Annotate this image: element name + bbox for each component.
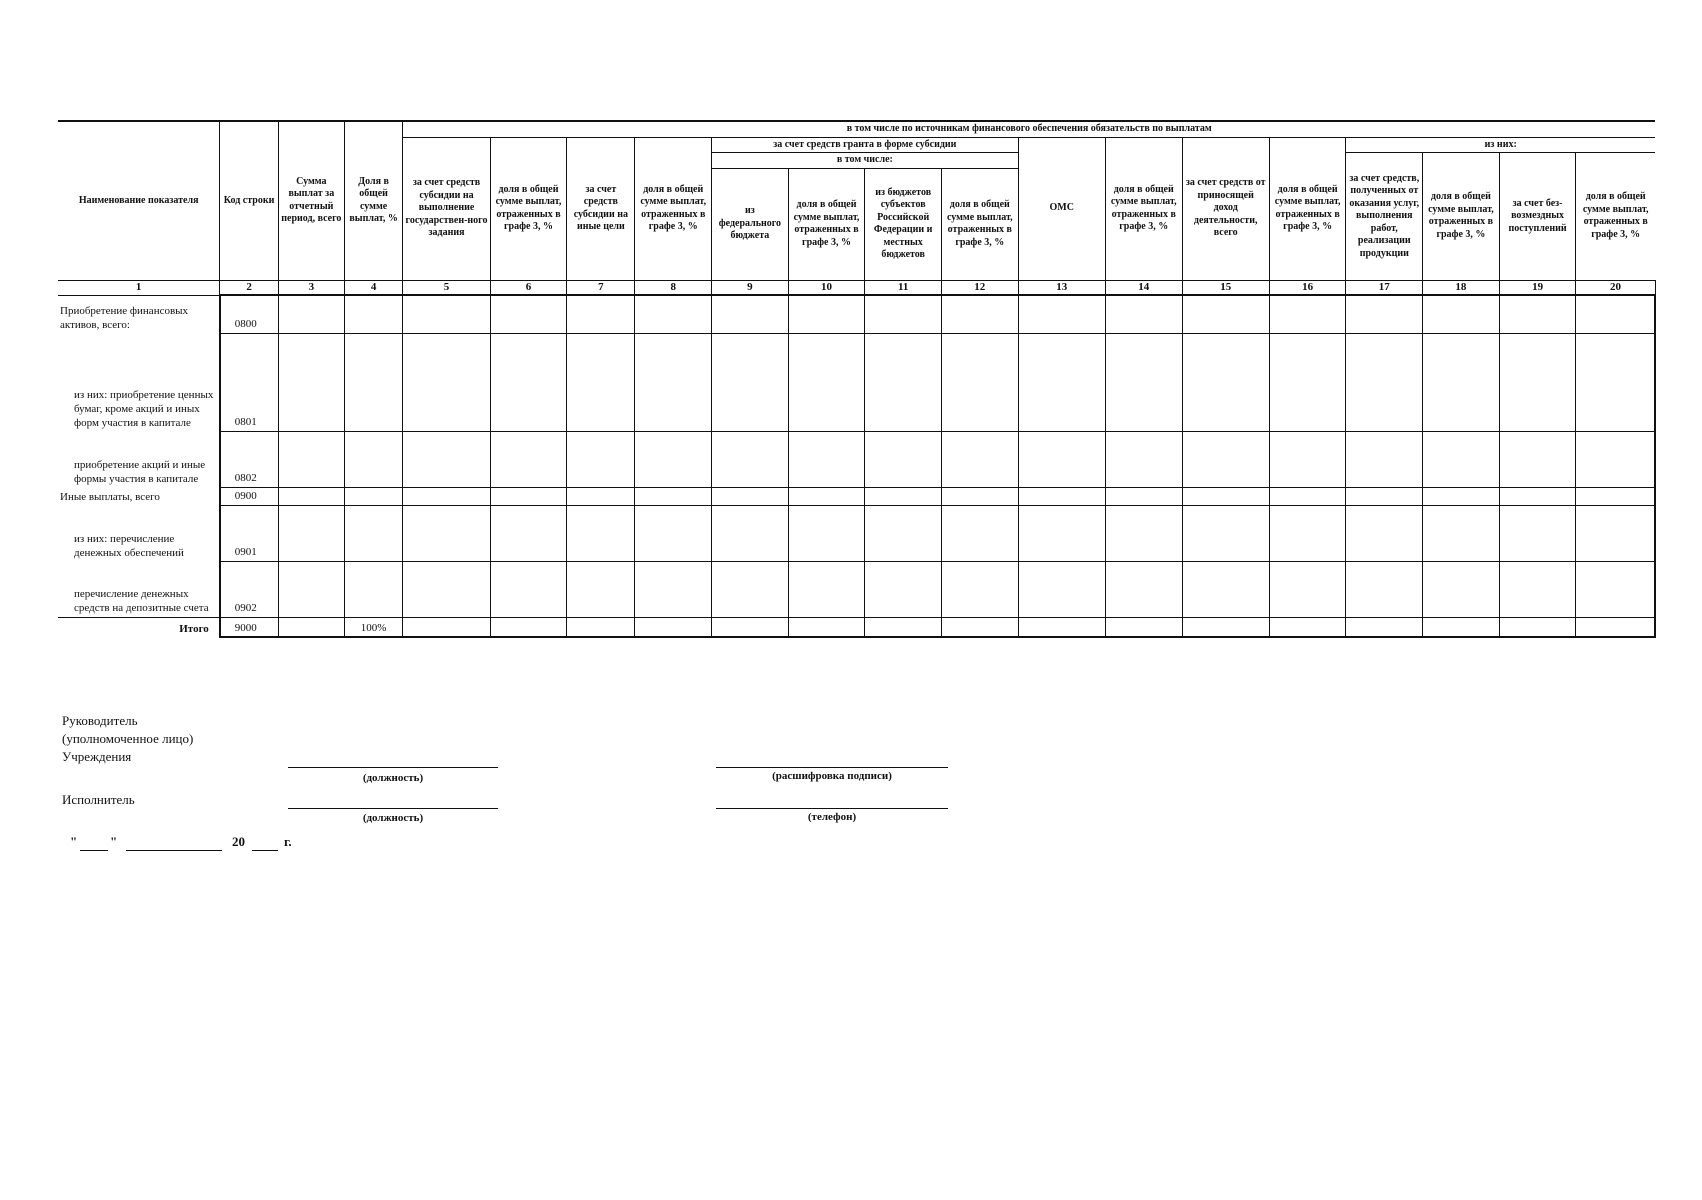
row-code: 0900 (220, 487, 279, 505)
row-value-cell[interactable] (403, 487, 490, 505)
column-number: 9 (712, 280, 789, 295)
column-number: 15 (1182, 280, 1269, 295)
row-value-cell[interactable] (278, 333, 344, 431)
row-value-cell[interactable] (1346, 431, 1423, 487)
row-value-cell[interactable] (1576, 505, 1655, 561)
total-code: 9000 (220, 617, 279, 637)
row-value-cell[interactable] (788, 333, 865, 431)
row-value-cell[interactable] (1182, 487, 1269, 505)
row-value-cell[interactable] (1499, 487, 1576, 505)
column-number: 5 (403, 280, 490, 295)
row-value-cell[interactable] (1499, 295, 1576, 333)
executor-phone-caption: (телефон) (807, 811, 857, 823)
header-income: за счет средств от приносящей доход деятельности, всего (1182, 137, 1269, 280)
header-share-12: доля в общей сумме выплат, отраженных в графе 3, % (941, 168, 1018, 280)
header-sum: Сумма выплат за отчетный период, всего (278, 121, 344, 280)
row-value-cell[interactable] (490, 295, 567, 333)
date-open-quote: " (70, 834, 78, 849)
column-number: 7 (567, 280, 635, 295)
row-value-cell[interactable] (403, 333, 490, 431)
row-value-cell[interactable] (1423, 295, 1500, 333)
header-other-subsidy: за счет средств субсидии на иные цели (567, 137, 635, 280)
executor-phone-line[interactable] (716, 808, 948, 809)
row-value-cell[interactable] (1576, 295, 1655, 333)
signature-head-block (62, 712, 193, 766)
row-value-cell[interactable] (1423, 431, 1500, 487)
row-value-cell[interactable] (635, 333, 712, 431)
row-value-cell[interactable] (278, 487, 344, 505)
column-number: 12 (941, 280, 1018, 295)
row-code: 0801 (220, 333, 279, 431)
table-row (58, 333, 1655, 431)
row-share-cell[interactable] (344, 561, 403, 617)
row-value-cell[interactable] (865, 333, 942, 431)
column-number: 10 (788, 280, 865, 295)
date-close-quote: " (110, 834, 118, 849)
row-value-cell[interactable] (278, 505, 344, 561)
row-value-cell[interactable] (567, 487, 635, 505)
head-decode-caption: (расшифровка подписи) (772, 770, 892, 782)
header-federal: из федерального бюджета (712, 168, 789, 280)
column-number: 8 (635, 280, 712, 295)
total-cell[interactable] (865, 617, 942, 637)
column-number: 4 (344, 280, 403, 295)
header-gratuitous: за счет без-возмездных поступлений (1499, 153, 1576, 281)
row-share-cell[interactable] (344, 295, 403, 333)
column-number: 13 (1018, 280, 1105, 295)
row-value-cell[interactable] (1018, 487, 1105, 505)
total-cell[interactable] (1018, 617, 1105, 637)
total-row (58, 617, 1655, 637)
row-value-cell[interactable] (1182, 295, 1269, 333)
row-value-cell[interactable] (788, 295, 865, 333)
date-year-suffix: г. (284, 834, 292, 849)
total-cell[interactable] (1576, 617, 1655, 637)
total-sum[interactable] (278, 617, 344, 637)
row-value-cell[interactable] (1576, 561, 1655, 617)
row-value-cell[interactable] (1576, 333, 1655, 431)
date-month-line[interactable] (126, 850, 222, 851)
executor-position-line[interactable] (288, 808, 498, 809)
row-value-cell[interactable] (1105, 487, 1182, 505)
head-position-line[interactable] (288, 767, 498, 768)
row-value-cell[interactable] (788, 431, 865, 487)
header-share-18: доля в общей сумме выплат, отраженных в графе 3, % (1423, 153, 1500, 281)
row-value-cell[interactable] (1269, 431, 1346, 487)
row-value-cell[interactable] (1269, 561, 1346, 617)
row-share-cell[interactable] (344, 487, 403, 505)
header-share-10: доля в общей сумме выплат, отраженных в графе 3, % (788, 168, 865, 280)
row-value-cell[interactable] (1269, 487, 1346, 505)
header-name: Наименование показателя (58, 121, 220, 280)
executor-label: Исполнитель (62, 792, 135, 807)
header-including: в том числе: (712, 153, 1019, 169)
row-value-cell[interactable] (1346, 505, 1423, 561)
row-value-cell[interactable] (1576, 431, 1655, 487)
row-value-cell[interactable] (403, 561, 490, 617)
row-value-cell[interactable] (1182, 505, 1269, 561)
column-number: 11 (865, 280, 942, 295)
total-cell[interactable] (712, 617, 789, 637)
row-value-cell[interactable] (1346, 333, 1423, 431)
row-name: Приобретение финансовых активов, всего: (58, 295, 220, 333)
row-value-cell[interactable] (403, 295, 490, 333)
row-value-cell[interactable] (490, 333, 567, 431)
row-value-cell[interactable] (941, 431, 1018, 487)
row-share-cell[interactable] (344, 505, 403, 561)
header-share: Доля в общей сумме выплат, % (344, 121, 403, 280)
total-cell[interactable] (941, 617, 1018, 637)
row-value-cell[interactable] (635, 295, 712, 333)
table-row (58, 431, 1655, 487)
row-value-cell[interactable] (490, 561, 567, 617)
row-value-cell[interactable] (1105, 295, 1182, 333)
row-value-cell[interactable] (403, 431, 490, 487)
head-title: Руководитель (62, 713, 138, 728)
column-number: 14 (1105, 280, 1182, 295)
header-share-16: доля в общей сумме выплат, отраженных в графе 3, % (1269, 137, 1346, 280)
row-name: приобретение акций и иные формы участия в капитале (58, 431, 220, 487)
table-row (58, 295, 1655, 333)
row-code: 0800 (220, 295, 279, 333)
row-value-cell[interactable] (567, 505, 635, 561)
row-value-cell[interactable] (712, 561, 789, 617)
row-value-cell[interactable] (788, 505, 865, 561)
row-value-cell[interactable] (1182, 333, 1269, 431)
row-value-cell[interactable] (1105, 561, 1182, 617)
row-value-cell[interactable] (278, 431, 344, 487)
row-value-cell[interactable] (1018, 333, 1105, 431)
total-share[interactable]: 100% (344, 617, 403, 637)
row-value-cell[interactable] (403, 505, 490, 561)
date-day-line[interactable] (80, 850, 108, 851)
header-share-8: доля в общей сумме выплат, отраженных в графе 3, % (635, 137, 712, 280)
row-value-cell[interactable] (1018, 431, 1105, 487)
total-cell[interactable] (635, 617, 712, 637)
head-decode-line[interactable] (716, 767, 948, 768)
row-value-cell[interactable] (567, 431, 635, 487)
header-sources: в том числе по источникам финансового обеспечения обязательств по выплатам (403, 121, 1655, 137)
row-value-cell[interactable] (635, 505, 712, 561)
row-value-cell[interactable] (712, 505, 789, 561)
column-number: 20 (1576, 280, 1655, 295)
row-value-cell[interactable] (865, 561, 942, 617)
row-value-cell[interactable] (567, 333, 635, 431)
total-label: Итого (58, 617, 220, 637)
row-value-cell[interactable] (865, 505, 942, 561)
row-value-cell[interactable] (567, 295, 635, 333)
total-cell[interactable] (567, 617, 635, 637)
column-number: 18 (1423, 280, 1500, 295)
header-code: Код строки (220, 121, 279, 280)
table-row (58, 487, 1655, 505)
total-cell[interactable] (1346, 617, 1423, 637)
row-value-cell[interactable] (1346, 295, 1423, 333)
report-table (58, 120, 1656, 638)
row-share-cell[interactable] (344, 333, 403, 431)
column-number: 19 (1499, 280, 1576, 295)
row-value-cell[interactable] (865, 431, 942, 487)
row-value-cell[interactable] (490, 431, 567, 487)
row-value-cell[interactable] (941, 333, 1018, 431)
row-value-cell[interactable] (1105, 333, 1182, 431)
table-row (58, 561, 1655, 617)
row-value-cell[interactable] (1105, 431, 1182, 487)
row-value-cell[interactable] (1576, 487, 1655, 505)
total-cell[interactable] (1182, 617, 1269, 637)
row-value-cell[interactable] (788, 487, 865, 505)
row-code: 0902 (220, 561, 279, 617)
row-value-cell[interactable] (1269, 295, 1346, 333)
table-row (58, 505, 1655, 561)
row-value-cell[interactable] (1018, 295, 1105, 333)
row-name: из них: приобретение ценных бумаг, кроме акций и иных форм участия в капитале (58, 333, 220, 431)
row-value-cell[interactable] (941, 487, 1018, 505)
row-value-cell[interactable] (278, 561, 344, 617)
column-number: 2 (220, 280, 279, 295)
row-value-cell[interactable] (712, 431, 789, 487)
row-value-cell[interactable] (865, 487, 942, 505)
column-numbers-row (58, 280, 1655, 295)
row-value-cell[interactable] (1346, 561, 1423, 617)
total-cell[interactable] (1105, 617, 1182, 637)
row-value-cell[interactable] (1499, 431, 1576, 487)
row-value-cell[interactable] (1269, 505, 1346, 561)
head-institution: Учреждения (62, 749, 132, 764)
head-position-caption: (должность) (362, 772, 424, 784)
header-share-14: доля в общей сумме выплат, отраженных в графе 3, % (1105, 137, 1182, 280)
date-year-prefix: 20 (232, 834, 245, 849)
head-authorized: (уполномоченное лицо) (62, 731, 194, 746)
header-of-them: из них: (1346, 137, 1655, 153)
row-name: Иные выплаты, всего (58, 487, 220, 505)
row-value-cell[interactable] (1018, 505, 1105, 561)
row-value-cell[interactable] (1182, 431, 1269, 487)
header-state-task: за счет средств субсидии на выполнение государствен-ного задания (403, 137, 490, 280)
row-value-cell[interactable] (1018, 561, 1105, 617)
row-value-cell[interactable] (941, 561, 1018, 617)
row-value-cell[interactable] (1423, 487, 1500, 505)
row-value-cell[interactable] (1499, 561, 1576, 617)
total-cell[interactable] (1269, 617, 1346, 637)
row-code: 0802 (220, 431, 279, 487)
row-value-cell[interactable] (788, 561, 865, 617)
row-value-cell[interactable] (1499, 505, 1576, 561)
total-cell[interactable] (490, 617, 567, 637)
header-regional: из бюджетов субъектов Российской Федерации и местных бюджетов (865, 168, 942, 280)
row-value-cell[interactable] (941, 505, 1018, 561)
row-value-cell[interactable] (712, 333, 789, 431)
column-number: 6 (490, 280, 567, 295)
header-share-20: доля в общей сумме выплат, отраженных в графе 3, % (1576, 153, 1655, 281)
row-value-cell[interactable] (865, 295, 942, 333)
header-grant: за счет средств гранта в форме субсидии (712, 137, 1019, 153)
header-share-6: доля в общей сумме выплат, отраженных в графе 3, % (490, 137, 567, 280)
column-number: 16 (1269, 280, 1346, 295)
date-year-line[interactable] (252, 850, 278, 851)
row-value-cell[interactable] (712, 295, 789, 333)
total-cell[interactable] (1423, 617, 1500, 637)
row-value-cell[interactable] (1423, 561, 1500, 617)
row-value-cell[interactable] (1346, 487, 1423, 505)
row-code: 0901 (220, 505, 279, 561)
row-value-cell[interactable] (490, 487, 567, 505)
row-value-cell[interactable] (1269, 333, 1346, 431)
total-cell[interactable] (1499, 617, 1576, 637)
row-value-cell[interactable] (635, 561, 712, 617)
column-number: 3 (278, 280, 344, 295)
row-value-cell[interactable] (635, 487, 712, 505)
row-value-cell[interactable] (1182, 561, 1269, 617)
column-number: 1 (58, 280, 220, 295)
total-cell[interactable] (788, 617, 865, 637)
row-value-cell[interactable] (1499, 333, 1576, 431)
row-value-cell[interactable] (278, 295, 344, 333)
row-value-cell[interactable] (1423, 505, 1500, 561)
row-value-cell[interactable] (1423, 333, 1500, 431)
row-value-cell[interactable] (490, 505, 567, 561)
header-services: за счет средств, полученных от оказания услуг, выполнения работ, реализации продукции (1346, 153, 1423, 281)
header-oms: ОМС (1018, 137, 1105, 280)
total-cell[interactable] (403, 617, 490, 637)
executor-position-caption: (должность) (362, 812, 424, 824)
row-value-cell[interactable] (941, 295, 1018, 333)
row-name: из них: перечисление денежных обеспечений (58, 505, 220, 561)
row-value-cell[interactable] (712, 487, 789, 505)
row-value-cell[interactable] (1105, 505, 1182, 561)
row-share-cell[interactable] (344, 431, 403, 487)
row-name: перечисление денежных средств на депозитные счета (58, 561, 220, 617)
row-value-cell[interactable] (567, 561, 635, 617)
row-value-cell[interactable] (635, 431, 712, 487)
column-number: 17 (1346, 280, 1423, 295)
